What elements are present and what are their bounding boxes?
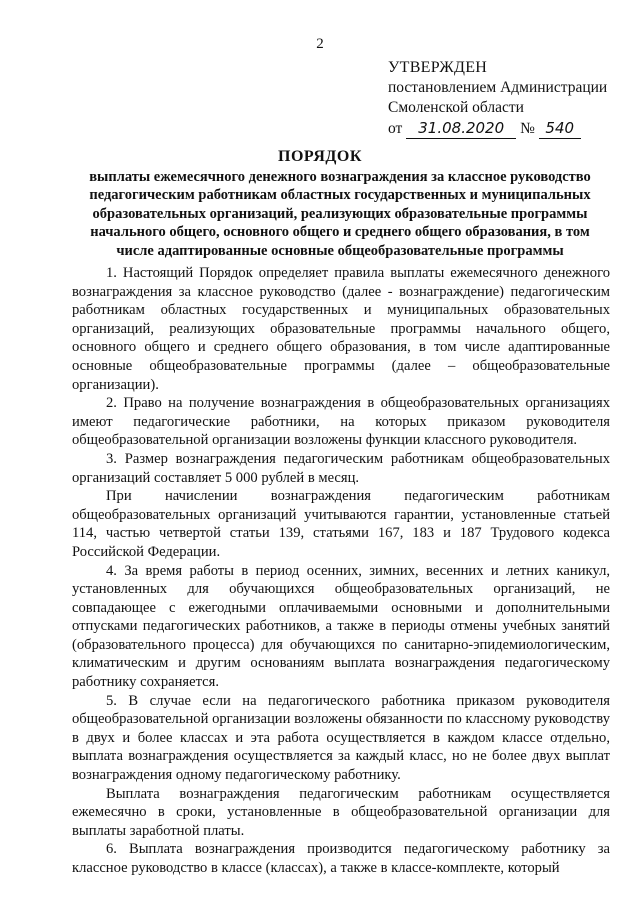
approval-block xyxy=(388,58,607,139)
approval-date-line xyxy=(388,118,607,139)
handwritten-date: 31.08.2020 xyxy=(406,118,516,139)
approval-line-1: постановлением Администрации xyxy=(388,79,608,96)
paragraph-5-continued: Выплата вознаграждения педагогическим работникам осуществляется ежемесячно в сроки, установленные в общеобразовательной организации для выплаты заработной платы. xyxy=(72,785,610,839)
paragraph-4: 4. За время работы в период осенних, зимних, весенних и летних каникул, установленных для обучающихся общеобразовательных организаций, не совпадающее с ежегодными оплачиваемыми основными и дополнительными отпусками педагогических работников, а также в периоды отмены учебных занятий (образовательного процесса) для обучающихся по санитарно-эпидемиологическим, климатическим и другим основаниям выплата вознаграждения педагогическому работнику сохраняется. xyxy=(72,562,610,691)
paragraph-2: 2. Право на получение вознаграждения в общеобразовательных организациях имеют педагогические работники, на которых приказом руководителя общеобразовательной организации возложены функции классного руководителя. xyxy=(72,395,610,449)
handwritten-number: 540 xyxy=(539,118,581,139)
page-number: 2 xyxy=(316,36,324,52)
date-prefix: от xyxy=(388,120,403,137)
paragraph-5: 5. В случае если на педагогического работника приказом руководителя общеобразовательной организации возложены обязанности по классному руководству в двух и более классах и эта работа осуществляется в каждом классе отдельно, выплата вознаграждения осуществляется за каждый класс, но не более двух выплат вознаграждения одному педагогическому работнику. xyxy=(72,692,610,784)
number-prefix: № xyxy=(520,120,535,137)
paragraph-1: 1. Настоящий Порядок определяет правила выплаты ежемесячного денежного вознаграждения за классное руководство (далее - вознаграждение) педагогическим работникам областных государственных и муниципальных образовательных организаций, реализующих образовательные программы начального общего, основного общего и среднего общего образования, в том числе адаптированные основные общеобразовательные программы (далее – общеобразовательные организации). xyxy=(72,265,610,393)
paragraph-3-continued: При начислении вознаграждения педагогическим работникам общеобразовательных организаций учитываются гарантии, установленные статьей 114, частью четвертой статьи 139, статьями 167, 183 и 187 Трудового кодекса Российской Федерации. xyxy=(72,488,610,560)
paragraph-6: 6. Выплата вознаграждения производится педагогическому работнику за классное руководство в классе (классах), а также в классе-комплекте, который xyxy=(72,841,610,876)
document-title: ПОРЯДОК xyxy=(278,148,362,165)
approval-heading: УТВЕРЖДЕН xyxy=(388,59,488,76)
document-body xyxy=(72,264,610,878)
document-subtitle: выплаты ежемесячного денежного вознаграждения за классное руководство педагогическим работникам областных государственных и муниципальных образовательных организаций, реализующих образовательные программы начального общего, основного общего и среднего общего образования, в том числе адаптированные основные общеобразовательные программы xyxy=(89,169,591,259)
paragraph-3: 3. Размер вознаграждения педагогическим работникам общеобразовательных организаций составляет 5 000 рублей в месяц. xyxy=(72,450,610,486)
approval-line-2: Смоленской области xyxy=(388,99,524,116)
